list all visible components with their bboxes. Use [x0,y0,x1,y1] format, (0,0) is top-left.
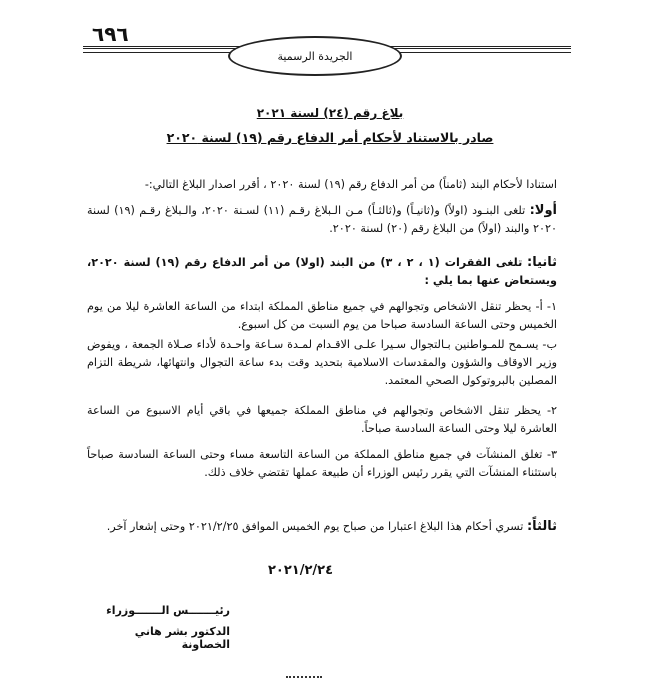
item-3: ٣- تغلق المنشآت في جميع مناطق المملكة من الساعة التاسعة مساء وحتى الساعة السادسة صباحاً باستثناء المنشآت التي يقرر رئيس الوزراء أن طبيعة عملها تقتضي خلاف ذلك. [87,448,557,479]
item-1b: ب- يسـمح للمـواطنين بـالتجوال سـيرا علـى الاقـدام لمـدة سـاعة واحـدة لأداء صـلاة الجمعة ، ويفوض وزير الاوقاف والشؤون والمقدسات الاسلامية بتحديد وقت بدء ساعة التجوال وانتهائها، شريطة التزام المصلين بالبروتوكول الصحي المعتمد. [87,338,557,387]
third-clause [87,518,557,536]
item-2: ٢- يحظر تنقل الاشخاص وتجوالهم في مناطق المملكة جميعها في باقي أيام الاسبوع من الساعة العاشرة ليلا وحتى الساعة السادسة صباحاً. [87,404,557,435]
first-clause-label: أولا: [529,203,558,218]
issue-date: ٢٠٢١/٢/٢٤ [268,563,334,578]
third-clause-label: ثالثاً: [526,519,557,534]
preamble-paragraph: استنادا لأحكام البند (ثامناً) من أمر الدفاع رقم (١٩) لسنة ٢٠٢٠ ، أقرر اصدار البلاغ التالي:- [144,178,557,191]
issued-subtitle: صادر بالاستناد لأحكام أمر الدفاع رقم (١٩) لسنة ٢٠٢٠ [166,130,494,145]
second-clause [87,254,557,290]
second-clause-text: تلغى الفقرات (١ ، ٢ ، ٣) من البند (اولا) من أمر الدفاع رقم (١٩) لسنة ٢٠٢٠، ويستعاض عنها بما يلي : [87,256,557,287]
second-clause-label: ثانيا: [527,255,558,270]
notice-title: بلاغ رقم (٢٤) لسنة ٢٠٢١ [256,106,404,120]
first-clause [87,202,557,238]
page-number: ٦٩٦ [92,22,129,46]
signer-title: رئيـــــــس الـــــــوزراء [106,604,230,617]
signer-name: الدكتور بشر هاني الخصاونة [134,625,230,651]
gazette-name-oval [228,36,402,76]
gazette-name: الجريدة الرسمية [277,49,353,63]
bottom-divider [286,676,322,678]
first-clause-text: تلغى البنـود (اولاً) و(ثانيـاً) و(ثالثـاً) مـن الـبلاغ رقـم (١١) لسـنة ٢٠٢٠، والـبلاغ رقـم (١٩) لسنة ٢٠٢٠ والبند (اولاً) من البلاغ رقم (٢٠) لسنة ٢٠٢٠. [87,204,557,235]
third-clause-text: تسري أحكام هذا البلاغ اعتبارا من صباح يوم الخميس الموافق ٢٠٢١/٢/٢٥ وحتى إشعار آخر. [106,520,524,533]
item-1a: ١- أ- يحظر تنقل الاشخاص وتجوالهم في جميع مناطق المملكة ابتداء من الساعة العاشرة ليلا من يوم الخميس وحتى الساعة السادسة صباحا من يوم السبت من كل اسبوع. [87,300,557,331]
